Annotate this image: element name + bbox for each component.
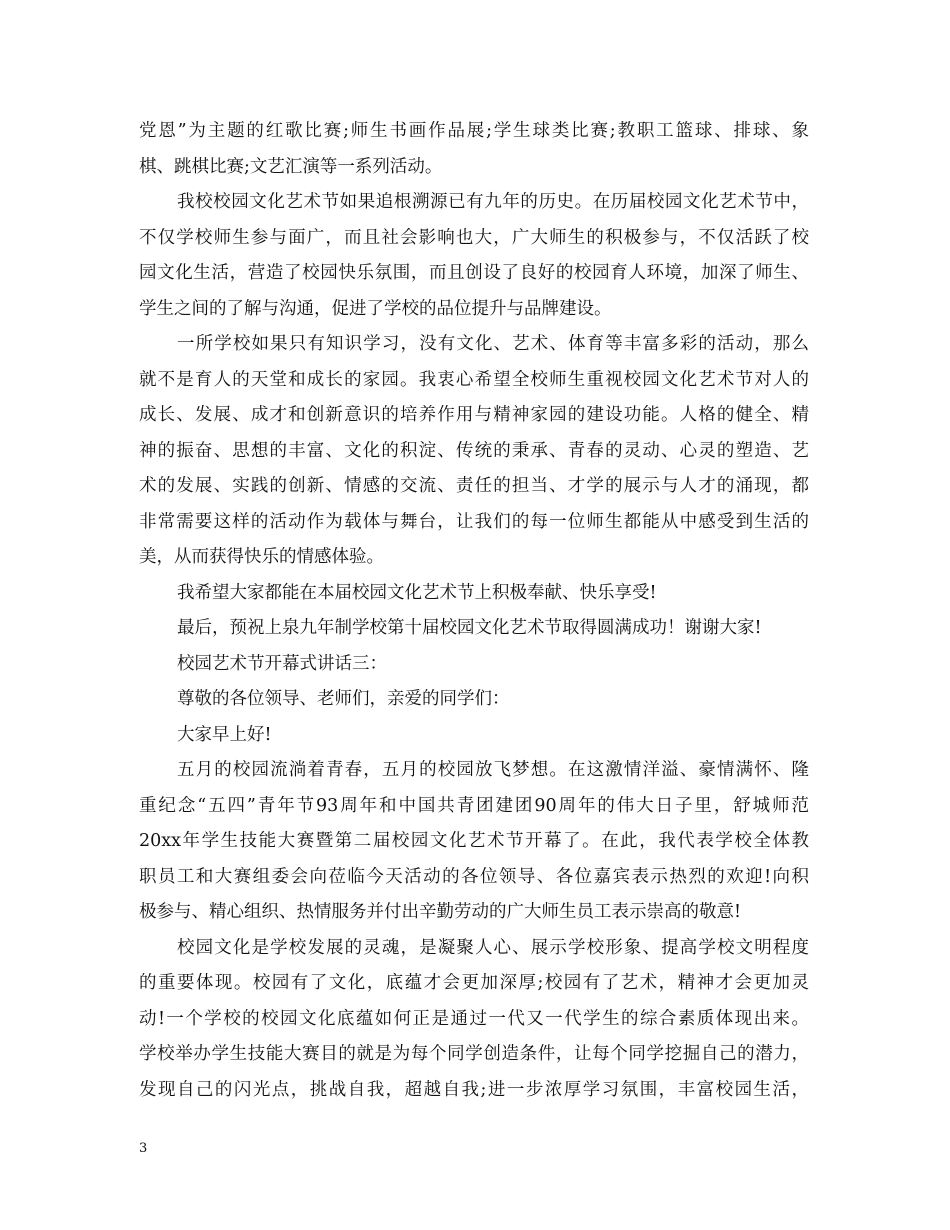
- text-line: 园文化生活，营造了校园快乐氛围，而且创设了良好的校园育人环境，加深了师生、: [139, 263, 809, 283]
- page-number: 3: [139, 1141, 148, 1156]
- text-line: 五月的校园流淌着青春，五月的校园放飞梦想。在这激情洋溢、豪情满怀、隆: [177, 760, 809, 780]
- text-line: 大家早上好!: [177, 724, 272, 745]
- text-line: 成长、发展、成才和创新意识的培养作用与精神家园的建设功能。人格的健全、精: [139, 405, 809, 425]
- text-line: 我希望大家都能在本届校园文化艺术节上积极奉献、快乐享受!: [177, 582, 657, 603]
- text-line: 非常需要这样的活动作为载体与舞台，让我们的每一位师生都能从中感受到生活的: [139, 511, 809, 532]
- text-line: 动!一个学校的校园文化底蕴如何正是通过一代又一代学生的综合素质体现出来。: [139, 1008, 809, 1029]
- text-line: 党恩”为主题的红歌比赛;师生书画作品展;学生球类比赛;教职工篮球、排球、象: [139, 121, 809, 141]
- text-line: 校园艺术节开幕式讲话三：: [177, 653, 387, 674]
- text-line: 校园文化是学校发展的灵魂，是凝聚人心、展示学校形象、提高学校文明程度: [177, 937, 809, 958]
- text-line: 不仅学校师生参与面广，而且社会影响也大，广大师生的积极参与，不仅活跃了校: [139, 227, 809, 248]
- text-line: 20xx年学生技能大赛暨第二届校园文化艺术节开幕了。在此，我代表学校全体教: [139, 831, 809, 851]
- text-line: 术的发展、实践的创新、情感的交流、责任的担当、才学的展示与人才的涌现，都: [139, 476, 809, 496]
- text-line: 的重要体现。校园有了文化，底蕴才会更加深厚;校园有了艺术，精神才会更加灵: [139, 973, 809, 993]
- text-line: 一所学校如果只有知识学习，没有文化、艺术、体育等丰富多彩的活动，那么: [177, 334, 809, 354]
- text-line: 学校举办学生技能大赛目的就是为每个同学创造条件，让每个同学挖掘自己的潜力，: [139, 1044, 809, 1064]
- text-line: 最后，预祝上泉九年制学校第十届校园文化艺术节取得圆满成功！谢谢大家!: [177, 618, 762, 638]
- text-line: 学生之间的了解与沟通，促进了学校的品位提升与品牌建设。: [139, 298, 612, 319]
- text-line: 棋、跳棋比赛;文艺汇演等一系列活动。: [139, 156, 443, 177]
- text-line: 极参与、精心组织、热情服务并付出辛勤劳动的广大师生员工表示崇高的敬意!: [139, 902, 742, 922]
- text-line: 发现自己的闪光点，挑战自我，超越自我;进一步浓厚学习氛围，丰富校园生活，: [139, 1079, 809, 1100]
- text-line: 神的振奋、思想的丰富、文化的积淀、传统的秉承、青春的灵动、心灵的塑造、艺: [139, 440, 809, 461]
- text-line: 重纪念“五四”青年节93周年和中国共青团建团90周年的伟大日子里，舒城师范: [139, 795, 809, 816]
- text-line: 职员工和大赛组委会向莅临今天活动的各位领导、各位嘉宾表示热烈的欢迎!向积: [139, 866, 809, 887]
- text-line: 就不是育人的天堂和成长的家园。我衷心希望全校师生重视校园文化艺术节对人的: [139, 369, 809, 390]
- text-line: 我校校园文化艺术节如果追根溯源已有九年的历史。在历届校园文化艺术节中，: [177, 192, 809, 212]
- text-line: 美，从而获得快乐的情感体验。: [139, 547, 384, 567]
- text-line: 尊敬的各位领导、老师们，亲爱的同学们：: [177, 689, 510, 709]
- body-text: [139, 114, 809, 1108]
